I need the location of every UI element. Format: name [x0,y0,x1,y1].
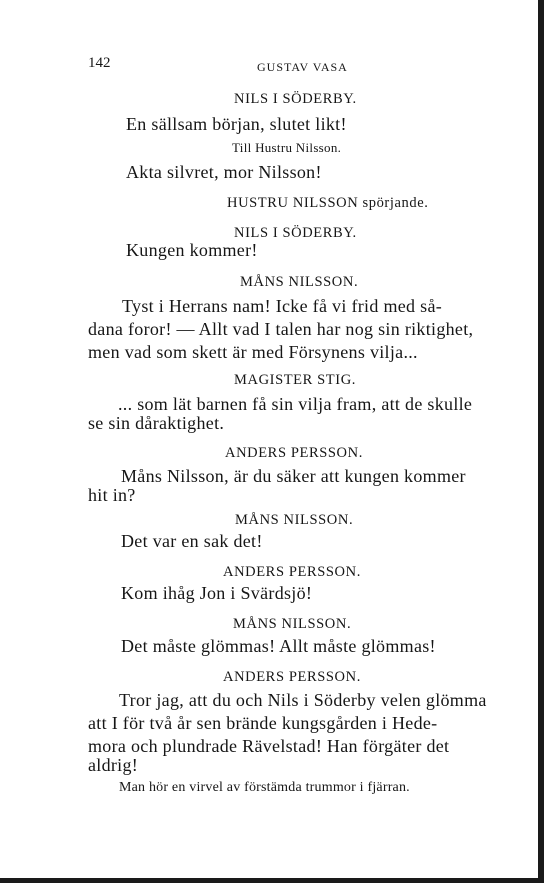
dialogue-line: ... som lät barnen få sin vilja fram, att de skulle [118,394,473,414]
speaker-heading: MAGISTER STIG. [234,372,356,388]
speaker-heading: MÅNS NILSSON. [235,512,354,528]
dialogue-line: se sin dåraktighet. [88,413,225,433]
page-number: 142 [88,55,111,71]
dialogue-line: Det måste glömmas! Allt måste glömmas! [121,636,436,656]
dialogue-line: men vad som skett är med Försynens vilja... [88,342,418,362]
running-head: GUSTAV VASA [257,60,348,74]
stage-direction: Man hör en virvel av förstämda trummor i fjärran. [119,780,410,795]
stage-direction: Till Hustru Nilsson. [232,140,342,155]
dialogue-line: Kungen kommer! [126,240,258,260]
dialogue-line: Tyst i Herrans nam! Icke få vi frid med så- [122,296,443,316]
dialogue-line: Akta silvret, mor Nilsson! [126,162,322,182]
speaker-heading: HUSTRU NILSSON spörjande. [227,195,429,211]
speaker-heading: NILS I SÖDERBY. [234,225,357,241]
speaker-heading: MÅNS NILSSON. [240,274,359,290]
dialogue-line: mora och plundrade Rävelstad! Han förgäter det [88,736,450,756]
speaker-heading: NILS I SÖDERBY. [234,91,357,107]
speaker-heading: ANDERS PERSSON. [225,445,363,461]
dialogue-line: dana foror! — Allt vad I talen har nog sin riktighet, [88,319,474,339]
speaker-heading: ANDERS PERSSON. [223,564,361,580]
dialogue-line: Måns Nilsson, är du säker att kungen kommer [121,466,466,486]
dialogue-line: aldrig! [88,755,139,775]
speaker-heading: MÅNS NILSSON. [233,616,352,632]
dialogue-line: hit in? [88,485,136,505]
dialogue-line: Kom ihåg Jon i Svärdsjö! [121,583,313,603]
dialogue-line: Det var en sak det! [121,531,263,551]
dialogue-line: att I för två år sen brände kungsgården i Hede- [88,713,438,733]
page-edge-bottom [0,878,544,883]
dialogue-line: Tror jag, att du och Nils i Söderby velen glömma [119,690,487,710]
speaker-heading: ANDERS PERSSON. [223,669,361,685]
page-edge-right [538,0,544,883]
dialogue-line: En sällsam början, slutet likt! [126,114,347,134]
